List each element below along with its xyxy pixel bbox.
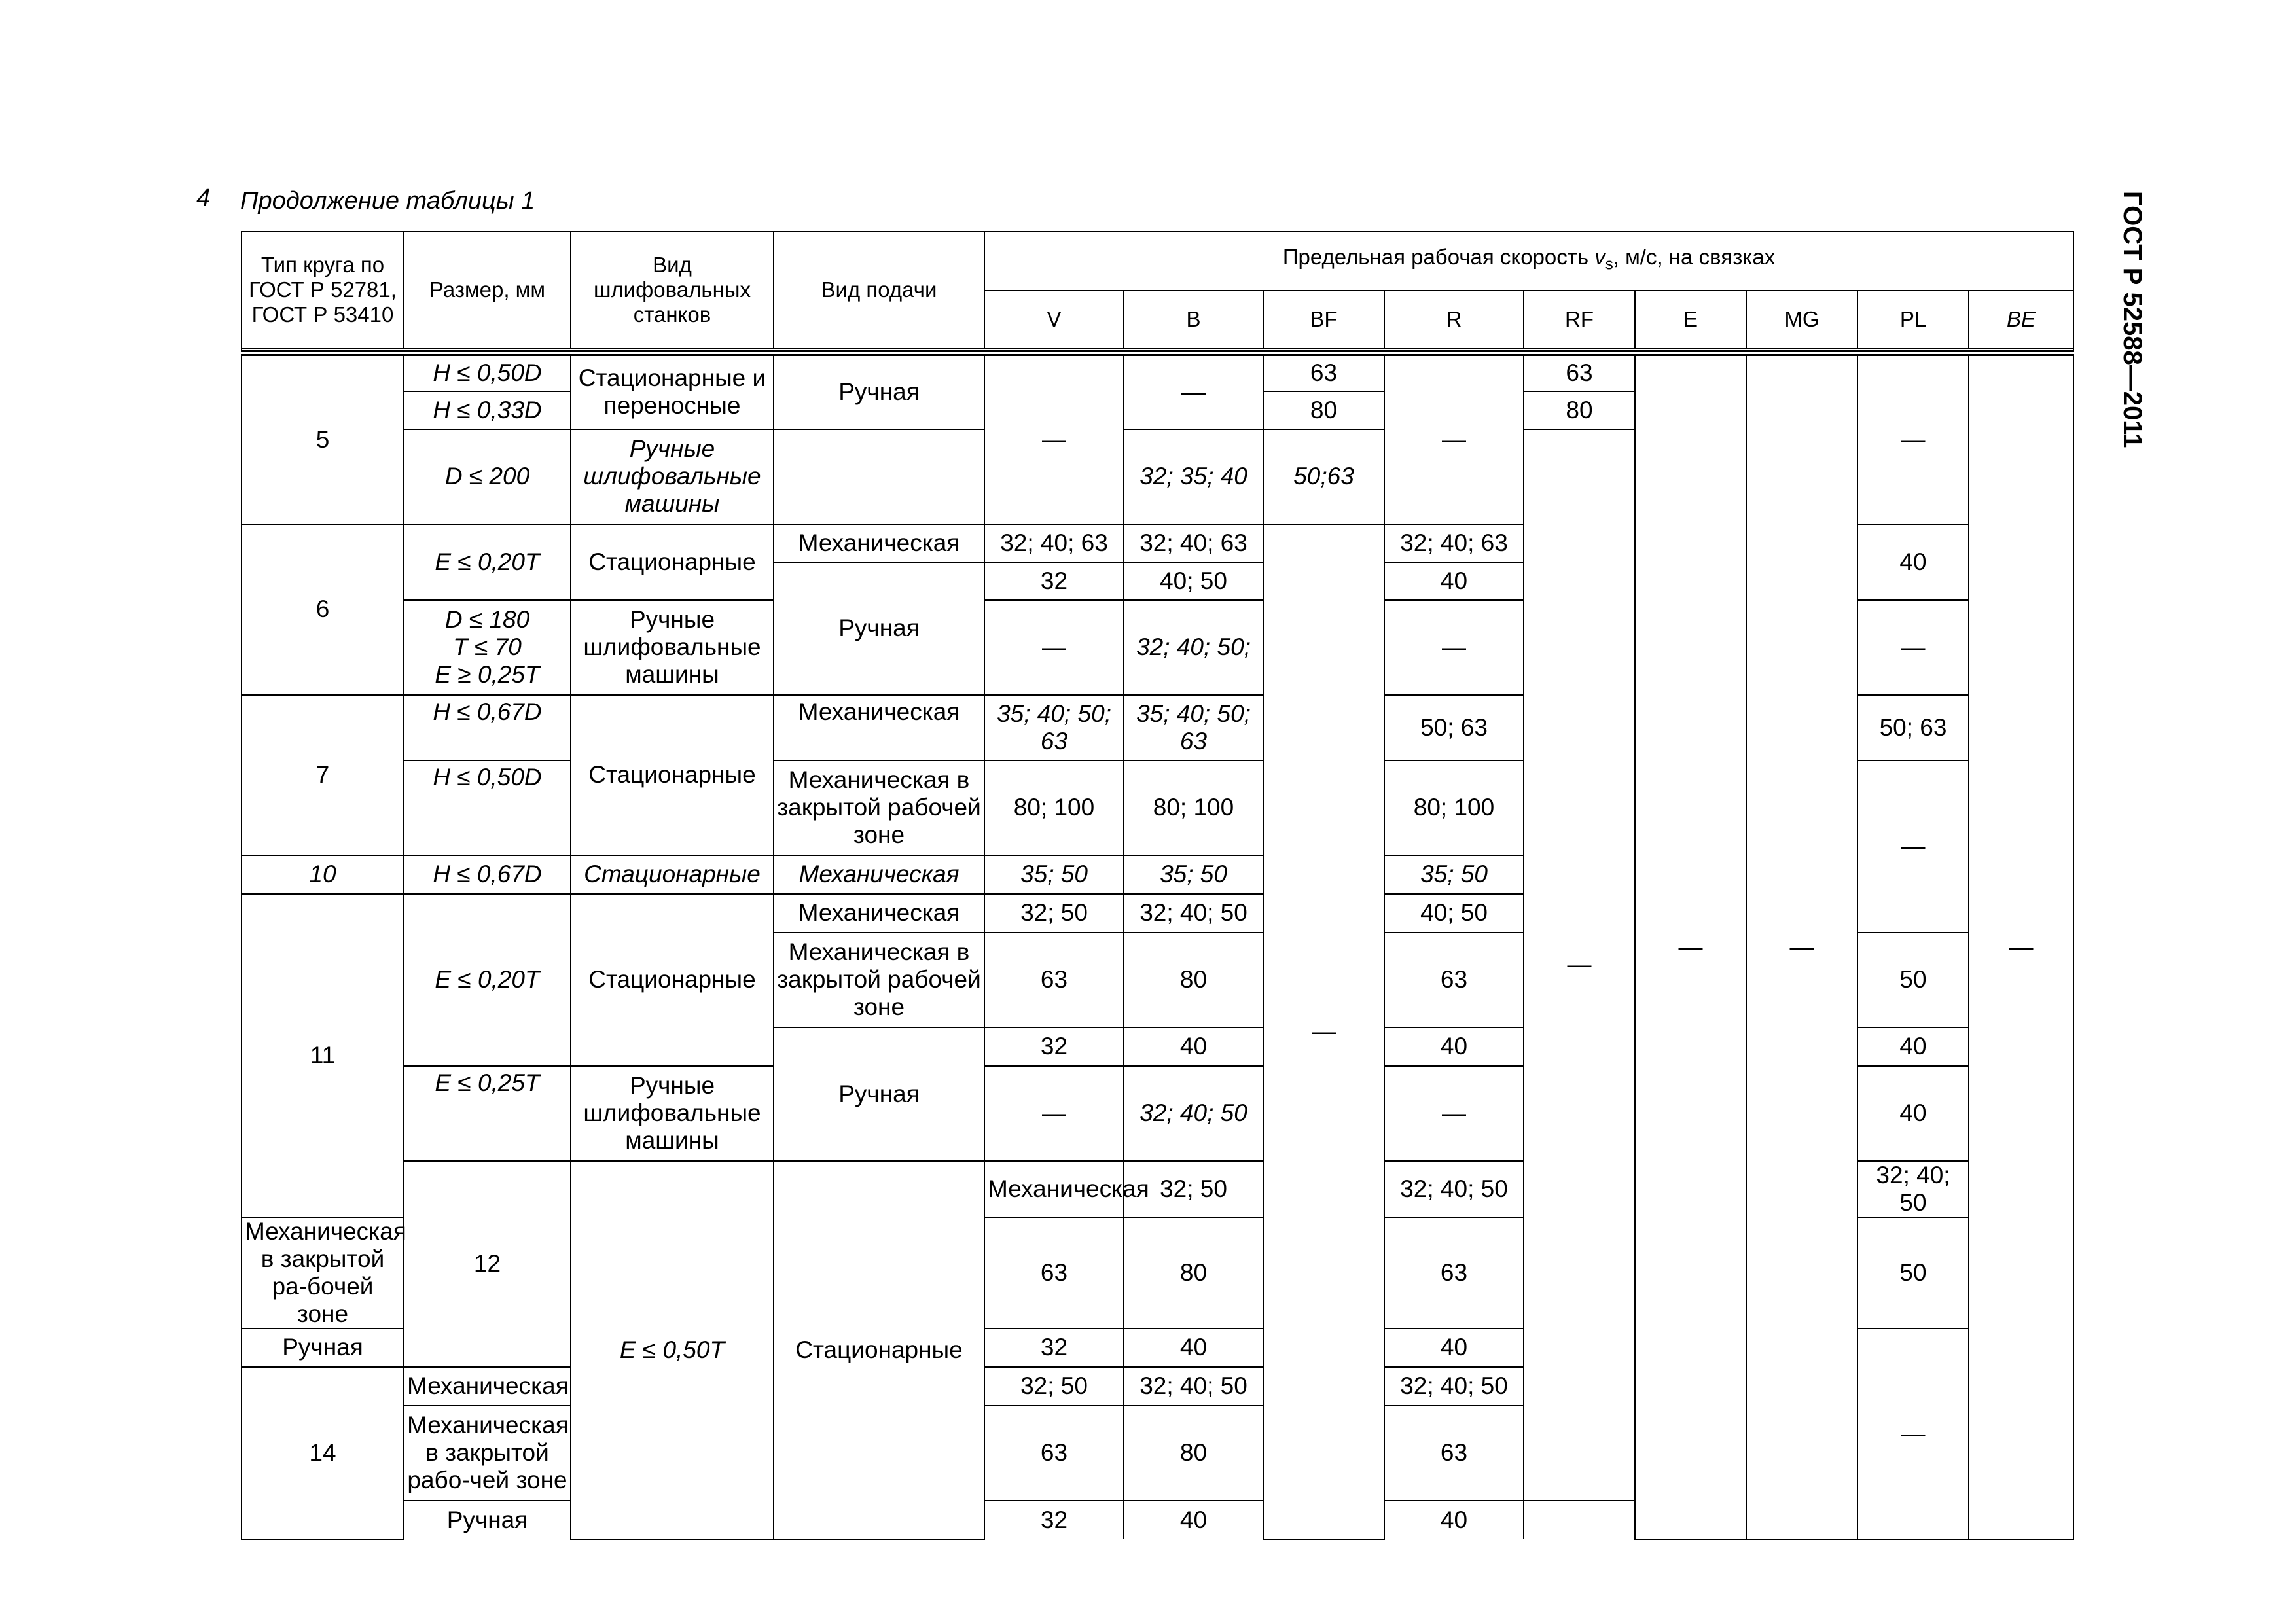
col-bond-e: E <box>1635 291 1746 348</box>
cell-pl: — <box>1857 1329 1969 1539</box>
cell-b: 32; 40; 50 <box>1124 1367 1263 1406</box>
cell-machines: Ручные шлифовальные машины <box>571 429 774 524</box>
cell-v: 35; 40; 50; 63 <box>984 695 1124 760</box>
cell-v: 32; 40; 63 <box>984 524 1124 562</box>
cell-r: 63 <box>1384 1406 1524 1501</box>
cell-feed: Механическая в закрытой рабочей зоне <box>774 933 984 1027</box>
cell-b: 80; 100 <box>1124 760 1263 855</box>
cell-r: — <box>1384 600 1524 695</box>
cell-size: H ≤ 0,50D <box>404 760 571 855</box>
cell-v: 63 <box>984 1406 1124 1501</box>
cell-rf: 63 <box>1524 353 1635 391</box>
cell-b: 32; 40; 50 <box>1384 1161 1524 1217</box>
cell-size: H ≤ 0,33D <box>404 391 571 429</box>
cell-feed: Механическая <box>984 1161 1124 1217</box>
cell-b: 32; 35; 40 <box>1124 429 1263 524</box>
cell-b: 40 <box>1124 1501 1263 1539</box>
cell-feed: Механическая <box>774 855 984 894</box>
cell-b: 32; 40; 50 <box>1124 1066 1263 1161</box>
table-row <box>242 353 2073 391</box>
cell-v: — <box>984 600 1124 695</box>
cell-v: — <box>984 353 1124 524</box>
cell-feed: Механическая <box>404 1367 571 1406</box>
cell-size: H ≤ 0,50D <box>404 353 571 391</box>
cell-pl: 50 <box>1857 933 1969 1027</box>
cell-pl: — <box>1857 760 1969 933</box>
cell-r: — <box>1384 353 1524 524</box>
cell-v: 32 <box>984 562 1124 600</box>
col-bond-v: V <box>984 291 1124 348</box>
cell-type: 11 <box>242 894 404 1217</box>
cell-v: 32 <box>984 1329 1124 1367</box>
cell-feed: Ручная <box>774 353 984 429</box>
cell-bf: 50;63 <box>1263 429 1384 524</box>
cell-r: 50; 63 <box>1384 695 1524 760</box>
cell-feed: Механическая <box>774 695 984 760</box>
cell-r: 35; 50 <box>1384 855 1524 894</box>
cell-feed: Ручная <box>242 1329 404 1367</box>
col-bond-pl: PL <box>1857 291 1969 348</box>
cell-pl: 50 <box>1857 1217 1969 1329</box>
cell-v: 35; 50 <box>984 855 1124 894</box>
cell-v: 63 <box>984 933 1124 1027</box>
cell-feed: Механическая в закрытой ра-бочей зоне <box>242 1217 404 1329</box>
cell-b: 32; 40; 50 <box>1124 894 1263 933</box>
cell-e: — <box>1635 353 1746 1539</box>
cell-r: — <box>1384 1066 1524 1161</box>
cell-machines: Стационарные <box>774 1161 984 1539</box>
cell-r: 40 <box>1384 1329 1524 1367</box>
col-machines: Вид шлифовальных станков <box>571 232 774 348</box>
cell-b: 35; 40; 50; 63 <box>1124 695 1263 760</box>
col-feed: Вид подачи <box>774 232 984 348</box>
col-bond-bf: BF <box>1263 291 1384 348</box>
cell-v: 32 <box>984 1501 1124 1539</box>
cell-type: 10 <box>242 855 404 894</box>
cell-feed: Ручная <box>774 1027 984 1161</box>
cell-size: E ≤ 0,20T <box>404 524 571 600</box>
cell-machines: Ручные шлифовальные машины <box>571 1066 774 1161</box>
cell-r: 40; 50 <box>1384 894 1524 933</box>
cell-machines: Стационарные <box>571 855 774 894</box>
cell-machines: Стационарные <box>571 524 774 600</box>
cell-r: 80; 100 <box>1384 760 1524 855</box>
cell-b: — <box>1124 353 1263 429</box>
cell-pl: 40 <box>1857 1027 1969 1066</box>
cell-b: 80 <box>1124 1217 1263 1329</box>
cell-pl: 40 <box>1857 1066 1969 1161</box>
cell-v: 32 <box>984 1027 1124 1066</box>
cell-v: 63 <box>984 1217 1124 1329</box>
cell-v: 80; 100 <box>984 760 1124 855</box>
cell-mg: — <box>1746 353 1857 1539</box>
cell-machines: Стационарные <box>571 894 774 1066</box>
cell-feed: Механическая в закрытой рабо-чей зоне <box>404 1406 571 1501</box>
cell-v: 32; 50 <box>1124 1161 1263 1217</box>
cell-r: 32; 40; 50 <box>1384 1367 1524 1406</box>
page-number: 4 <box>196 185 211 212</box>
col-size: Размер, мм <box>404 232 571 348</box>
cell-r: 40 <box>1384 562 1524 600</box>
document-code: ГОСТ Р 52588—2011 <box>2118 191 2147 448</box>
cell-v: — <box>984 1066 1124 1161</box>
cell-r: 40 <box>1384 1027 1524 1066</box>
cell-size: D ≤ 200 <box>404 429 571 524</box>
cell-rf: 80 <box>1524 391 1635 429</box>
cell-machines: Ручные шлифовальные машины <box>571 600 774 695</box>
cell-type: 6 <box>242 524 404 695</box>
cell-machines: Стационарные и переносные <box>571 353 774 429</box>
cell-size: H ≤ 0,67D <box>404 695 571 760</box>
cell-pl: — <box>1857 353 1969 524</box>
speed-table <box>241 231 2074 1540</box>
col-speed-group: Предельная рабочая скорость $v_s$, м/с, на связках <box>984 232 2073 291</box>
cell-feed: Механическая в закрытой рабочей зоне <box>774 760 984 855</box>
cell-type: 7 <box>242 695 404 855</box>
cell-size: E ≤ 0,25T <box>404 1066 571 1161</box>
cell-size: E ≤ 0,50T <box>571 1161 774 1539</box>
table-caption: Продолжение таблицы 1 <box>240 187 535 215</box>
cell-b: 80 <box>1124 1406 1263 1501</box>
cell-pl: 50; 63 <box>1857 695 1969 760</box>
cell-v: 32; 50 <box>984 1367 1124 1406</box>
header-separator <box>242 348 2073 353</box>
cell-b: 40; 50 <box>1124 562 1263 600</box>
cell-b: 40 <box>1124 1329 1263 1367</box>
cell-b: 32; 40; 50; <box>1124 600 1263 695</box>
cell-type: 5 <box>242 353 404 524</box>
col-bond-r: R <box>1384 291 1524 348</box>
cell-size: D ≤ 180 T ≤ 70 E ≥ 0,25T <box>404 600 571 695</box>
cell-bf: 80 <box>1263 391 1384 429</box>
cell-b: 80 <box>1124 933 1263 1027</box>
cell-bf: 63 <box>1263 353 1384 391</box>
col-type: Тип круга по ГОСТ Р 52781, ГОСТ Р 53410 <box>242 232 404 348</box>
cell-r: 63 <box>1384 933 1524 1027</box>
col-bond-mg: MG <box>1746 291 1857 348</box>
cell-b: 32; 40; 63 <box>1124 524 1263 562</box>
cell-bf: — <box>1263 524 1384 1539</box>
cell-size: H ≤ 0,67D <box>404 855 571 894</box>
cell-r: 40 <box>1384 1501 1524 1539</box>
cell-pl: — <box>1857 600 1969 695</box>
col-bond-rf: RF <box>1524 291 1635 348</box>
cell-b: 40 <box>1124 1027 1263 1066</box>
cell-feed: Механическая <box>774 524 984 562</box>
cell-feed: Ручная <box>774 562 984 695</box>
cell-rf: — <box>1524 429 1635 1501</box>
col-bond-be: BE <box>1969 291 2073 348</box>
cell-size: E ≤ 0,20T <box>404 894 571 1066</box>
cell-pl: 40 <box>1857 524 1969 600</box>
cell-v: 32; 50 <box>984 894 1124 933</box>
cell-feed <box>774 429 984 524</box>
cell-feed: Механическая <box>774 894 984 933</box>
cell-type: 14 <box>242 1367 404 1539</box>
cell-r: 32; 40; 50 <box>1857 1161 1969 1217</box>
cell-r: 63 <box>1384 1217 1524 1329</box>
cell-be: — <box>1969 353 2073 1539</box>
cell-machines: Стационарные <box>571 695 774 855</box>
cell-feed: Ручная <box>404 1501 571 1539</box>
cell-r: 32; 40; 63 <box>1384 524 1524 562</box>
cell-type: 12 <box>404 1161 571 1367</box>
cell-b: 35; 50 <box>1124 855 1263 894</box>
col-bond-b: B <box>1124 291 1263 348</box>
